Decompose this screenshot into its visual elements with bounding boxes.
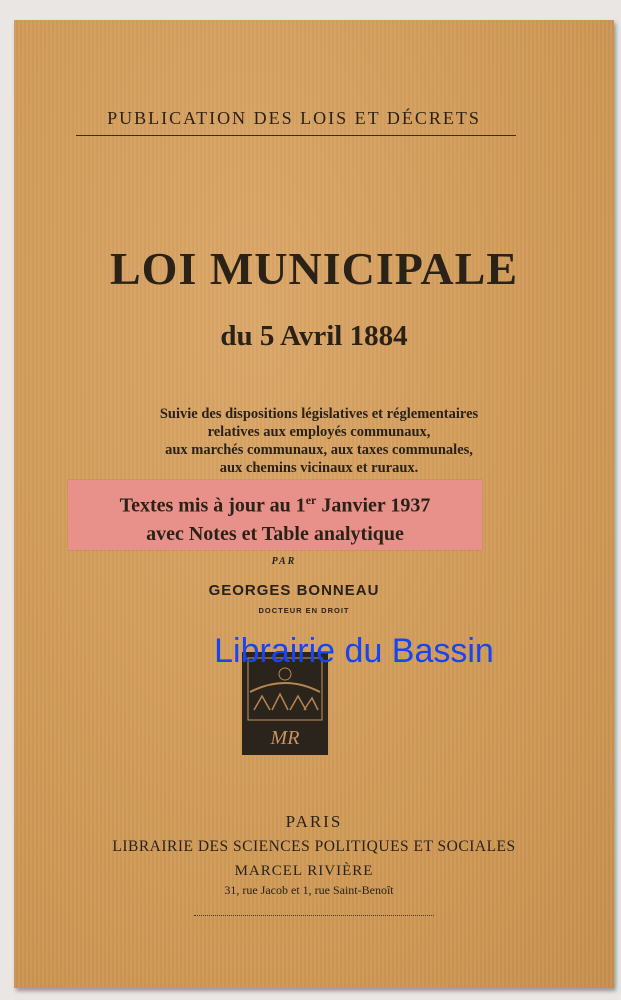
- sticker-text-b: Janvier 1937: [316, 494, 431, 517]
- book-cover: [14, 20, 614, 988]
- series-rule: [76, 135, 516, 136]
- publication-place: PARIS: [285, 812, 343, 831]
- book-date: du 5 Avril 1884: [220, 320, 408, 352]
- author-role: DOCTEUR EN DROIT: [258, 606, 350, 615]
- sticker-text-a: Textes mis à jour au 1: [119, 494, 306, 517]
- sticker-sup: er: [305, 493, 317, 507]
- update-sticker: [68, 480, 482, 550]
- description-line: aux chemins vicinaux et ruraux.: [219, 460, 419, 476]
- book-title: LOI MUNICIPALE: [109, 243, 518, 294]
- author-name: GEORGES BONNEAU: [208, 582, 380, 599]
- book-description: [104, 405, 534, 477]
- watermark-text: Librairie du Bassin: [214, 632, 494, 670]
- description-line: relatives aux employés communaux,: [207, 424, 431, 440]
- publisher-name: LIBRAIRIE DES SCIENCES POLITIQUES ET SOCIALES: [112, 838, 516, 855]
- publisher-address: 31, rue Jacob et 1, rue Saint-Benoît: [224, 883, 394, 897]
- sticker-line-2: avec Notes et Table analytique: [146, 522, 404, 545]
- emblem-monogram: MR: [270, 727, 300, 749]
- series-title: PUBLICATION DES LOIS ET DÉCRETS: [107, 108, 481, 128]
- sticker-line-1: [68, 486, 482, 520]
- description-line: Suivie des dispositions législatives et réglementaires: [159, 406, 479, 422]
- dotted-divider: [194, 915, 434, 916]
- par-label: PAR: [271, 556, 297, 567]
- editor-name: MARCEL RIVIÈRE: [234, 863, 374, 879]
- description-line: aux marchés communaux, aux taxes communales,: [165, 442, 473, 458]
